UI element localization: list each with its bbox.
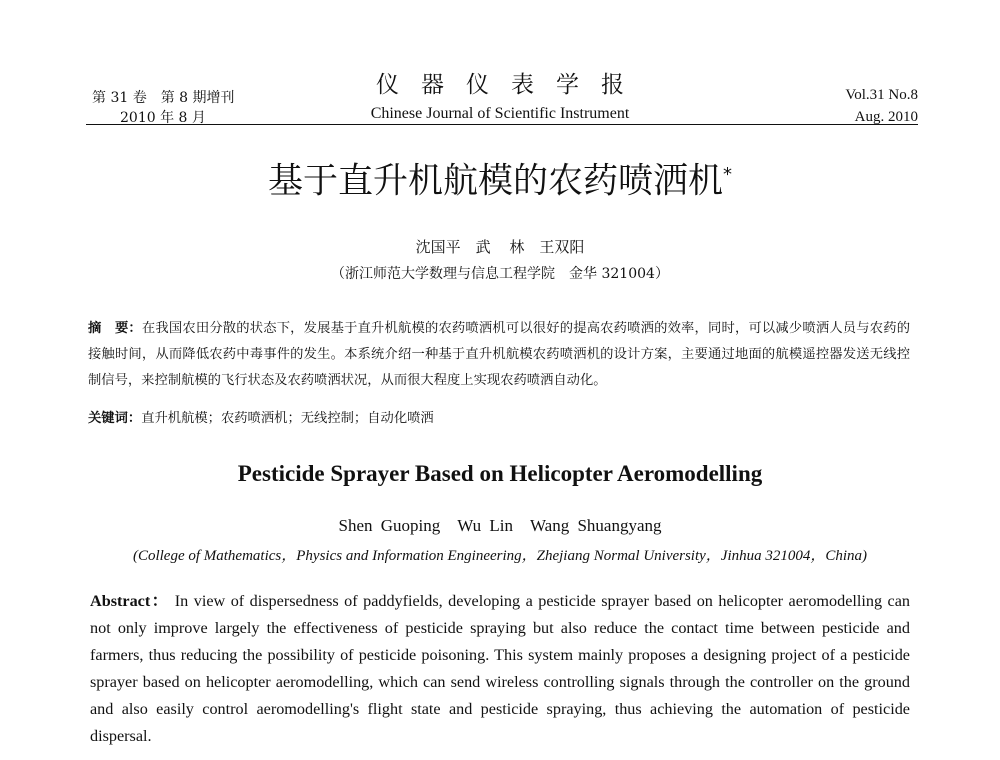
header-right [845,84,918,128]
date-en: Aug. 2010 [854,109,918,125]
abstract-cn-text: 在我国农田分散的状态下，发展基于直升机航模的农药喷洒机可以很好的提高农药喷洒的效率，同时，可以减少喷洒人员与农药的接触时间，从而降低农药中毒事件的发生。本系统介绍一种基于直升机航模农药喷洒机的设计方案，主要通过地面的航模遥控器发送无线控制信号，来控制航模的飞行状态及农药喷洒状况，从而很大程度上实现农药喷洒自动化。 [88,321,911,388]
header-left [92,88,235,128]
abstract-cn [88,316,910,394]
authors-cn: 沈国平 武 林 王双阳 [415,238,585,256]
keywords-cn [88,408,910,430]
title-cn-text: 基于直升机航模的农药喷洒机 [267,161,723,202]
journal-name-en: Chinese Journal of Scientific Instrument [370,105,630,122]
volume-en: Vol.31 No.8 [845,87,918,103]
keywords-cn-label: 关键词： [88,411,142,426]
journal-name-cn: 仪器仪表学报 [376,72,646,98]
abstract-en-text: In view of dispersedness of paddyfields, developing a pesticide sprayer based on helicopter aeromodelling can not only improve largely the effectiveness of pesticide spraying but also reduce the contact time between pesticide and farmers, thus reducing the possibility of pesticide poisoning. This system mainly proposes a designing project of a pesticide sprayer based on helicopter aeromodelling, which can send wireless controlling signals through the controller on the ground and also easily control aeromodelling's flight state and pesticide spraying, thus achieving the automation of pesticide dispersal. [90,592,910,745]
paper-title-en: Pesticide Sprayer Based on Helicopter Aeromodelling [237,461,763,486]
authors-en: Shen Guoping Wu Lin Wang Shuangyang [338,516,662,535]
affiliation-cn: （浙江师范大学数理与信息工程学院 金华 321004） [331,266,669,282]
affiliation-en: (College of Mathematics，Physics and Information Engineering，Zhejiang Normal University，Jinhua 321004，China) [132,548,868,564]
paper-title-cn [0,150,1000,207]
volume-cn: 第 31 卷 第 8 期增刊 [92,90,235,106]
abstract-en [90,588,910,750]
header-center [330,70,670,124]
date-cn: 2010 年 8 月 [120,110,206,126]
keywords-cn-text: 直升机航模；农药喷洒机；无线控制；自动化喷洒 [141,411,434,426]
abstract-cn-label: 摘 要： [88,321,142,336]
abstract-en-label: Abstract： [90,592,170,610]
title-footnote-marker: * [723,164,732,185]
header-rule [86,124,918,125]
